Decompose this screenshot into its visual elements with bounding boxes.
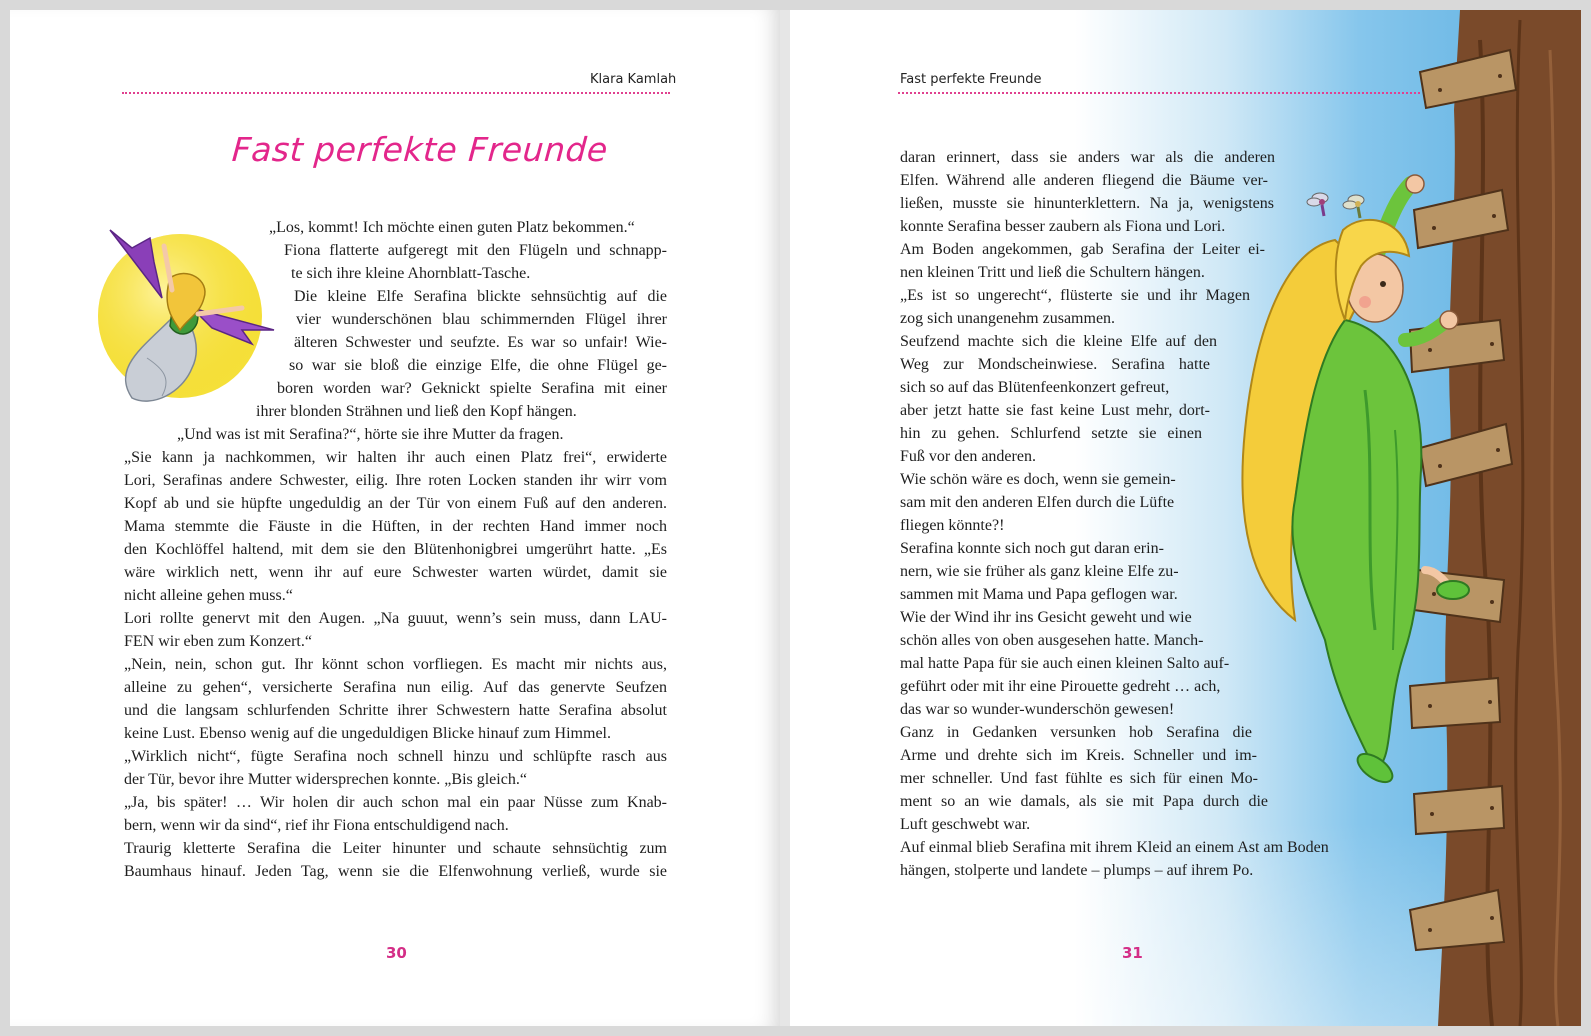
text-line: Baumhaus hinauf. Jeden Tag, wenn sie die Elfenwohnung verließ, wurde sie bbox=[124, 863, 667, 880]
text-line: konnte Serafina besser zaubern als Fiona und Lori. bbox=[900, 218, 1226, 235]
text-line: hängen, stolperte und landete – plumps – auf ihrem Po. bbox=[900, 862, 1254, 879]
text-line: fliegen könnte?! bbox=[900, 517, 1005, 534]
text-line: mal hatte Papa für sie auch einen kleinen Salto auf- bbox=[900, 655, 1230, 672]
text-line: sammen mit Mama und Papa geflogen war. bbox=[900, 586, 1178, 603]
text-line: schön alles von oben ausgesehen hatte. Manch- bbox=[900, 632, 1204, 649]
text-line: hin zu gehen. Schlurfend setzte sie einen bbox=[900, 425, 1202, 442]
flying-fairy-illustration bbox=[92, 218, 282, 408]
text-line: nicht alleine gehen muss.“ bbox=[124, 587, 293, 604]
left-page bbox=[10, 10, 780, 1026]
text-line: keine Lust. Ebenso wenig auf die ungeduldigen Blicke hinauf zum Himmel. bbox=[124, 725, 611, 742]
text-line: Luft geschwebt war. bbox=[900, 816, 1031, 833]
text-line: „Und was ist mit Serafina?“, hörte sie ihre Mutter da fragen. bbox=[177, 426, 564, 443]
text-line: Weg zur Mondscheinwiese. Serafina hatte bbox=[900, 356, 1210, 373]
text-line: so war sie bloß die einzige Elfe, die ohne Flügel ge- bbox=[289, 357, 667, 374]
text-line: sam mit den anderen Elfen durch die Lüfte bbox=[900, 494, 1175, 511]
text-line: mer schneller. Und fast fühlte es sich für einen Mo- bbox=[900, 770, 1258, 787]
text-line: den Kochlöffel haltend, mit dem sie den Blütenhonigbrei umgerührt hatte. „Es bbox=[124, 541, 667, 558]
text-line: vier wunderschönen blau schimmernden Flügel ihrer bbox=[296, 311, 667, 328]
text-line: Seufzend machte sich die kleine Elfe auf den bbox=[900, 333, 1217, 350]
text-line: ihrer blonden Strähnen und ließ den Kopf hängen. bbox=[256, 403, 577, 420]
text-line: Serafina konnte sich noch gut daran erin- bbox=[900, 540, 1164, 557]
text-line: alleine zu gehen“, versicherte Serafina nun eilig. Auf das genervte Seufzen bbox=[124, 679, 667, 696]
text-line: boren worden war? Geknickt spielte Serafina mit einer bbox=[277, 380, 667, 397]
right-page bbox=[790, 10, 1581, 1026]
text-line: geführt oder mit ihr eine Pirouette gedreht … ach, bbox=[900, 678, 1221, 695]
text-line: „Sie kann ja nachkommen, wir halten ihr auch einen Platz frei“, erwiderte bbox=[124, 449, 667, 466]
text-line: „Nein, nein, schon gut. Ihr könnt schon vorfliegen. Es macht mir nichts aus, bbox=[124, 656, 667, 673]
chapter-title: Fast perfekte Freunde bbox=[230, 130, 610, 169]
book-gutter bbox=[780, 10, 790, 1026]
text-line: Elfen. Während alle anderen fliegend die Bäume ver- bbox=[900, 172, 1268, 189]
text-line: Fuß vor den anderen. bbox=[900, 448, 1036, 465]
text-line: „Wirklich nicht“, fügte Serafina noch schnell hinzu und schlüpfte rasch aus bbox=[124, 748, 667, 765]
book-spread bbox=[10, 10, 1581, 1026]
page-number: 31 bbox=[1122, 944, 1143, 962]
text-line: Wie schön wäre es doch, wenn sie gemein- bbox=[900, 471, 1176, 488]
text-line: Traurig kletterte Serafina die Leiter hinunter und schaute sehnsüchtig zum bbox=[124, 840, 667, 857]
text-line: zog sich unangenehm zusammen. bbox=[900, 310, 1116, 327]
text-line: Ganz in Gedanken versunken hob Serafina die bbox=[900, 724, 1252, 741]
text-line: Lori, Serafinas andere Schwester, eilig. Ihre roten Locken standen ihr wirr vom bbox=[124, 472, 667, 489]
text-line: FEN wir eben zum Konzert.“ bbox=[124, 633, 312, 650]
text-line: Mama stemmte die Fäuste in die Hüften, in der rechten Hand immer noch bbox=[124, 518, 667, 535]
text-line: Fiona flatterte aufgeregt mit den Flügeln und schnapp- bbox=[284, 242, 667, 259]
page-number: 30 bbox=[386, 944, 407, 962]
text-line: „Los, kommt! Ich möchte einen guten Platz bekommen.“ bbox=[269, 219, 635, 236]
text-line: der Tür, bevor ihre Mutter widersprechen konnte. „Bis gleich.“ bbox=[124, 771, 527, 788]
text-line: Arme und drehte sich im Kreis. Schneller und im- bbox=[900, 747, 1257, 764]
header-dotted-rule bbox=[122, 92, 670, 94]
text-line: sich so auf das Blütenfeenkonzert gefreut, bbox=[900, 379, 1170, 396]
running-head-author: Klara Kamlah bbox=[590, 72, 677, 87]
text-line: und die langsam schlurfenden Schritte ihrer Schwestern hatte Serafina absolut bbox=[124, 702, 667, 719]
text-line: wäre wirklich nett, wenn ihr auf eure Schwester warten würdet, damit sie bbox=[124, 564, 667, 581]
text-line: das war so wunder-wunderschön gewesen! bbox=[900, 701, 1175, 718]
running-head-title: Fast perfekte Freunde bbox=[900, 72, 1042, 87]
text-line: Die kleine Elfe Serafina blickte sehnsüchtig auf die bbox=[294, 288, 667, 305]
text-line: Am Boden angekommen, gab Serafina der Leiter ei- bbox=[900, 241, 1265, 258]
text-line: ment so an wie damals, als sie mit Papa durch die bbox=[900, 793, 1268, 810]
text-line: nen kleinen Tritt und ließ die Schultern hängen. bbox=[900, 264, 1205, 281]
text-line: „Es ist so ungerecht“, flüsterte sie und ihr Magen bbox=[900, 287, 1250, 304]
text-line: älteren Schwester und seufzte. Es war so unfair! Wie- bbox=[294, 334, 667, 351]
text-line: te sich ihre kleine Ahornblatt-Tasche. bbox=[291, 265, 531, 282]
text-line: nern, wie sie früher als ganz kleine Elfe zu- bbox=[900, 563, 1179, 580]
text-line: Wie der Wind ihr ins Gesicht geweht und wie bbox=[900, 609, 1192, 626]
text-line: Lori rollte genervt mit den Augen. „Na guuut, wenn’s sein muss, dann LAU- bbox=[124, 610, 667, 627]
text-line: ließen, musste sie hinunterklettern. Na ja, wenigstens bbox=[900, 195, 1274, 212]
text-line: „Ja, bis später! … Wir holen dir auch schon mal ein paar Nüsse zum Knab- bbox=[124, 794, 667, 811]
text-line: bern, wenn wir da sind“, rief ihr Fiona entschuldigend nach. bbox=[124, 817, 509, 834]
text-line: aber jetzt hatte sie fast keine Lust mehr, dort- bbox=[900, 402, 1210, 419]
text-line: daran erinnert, dass sie anders war als die anderen bbox=[900, 149, 1275, 166]
text-line: Kopf ab und sie hüpfte ungeduldig an der Tür von einem Fuß auf den anderen. bbox=[124, 495, 667, 512]
header-dotted-rule bbox=[898, 92, 1420, 94]
climbing-fairy-illustration bbox=[1225, 170, 1475, 810]
text-line: Auf einmal blieb Serafina mit ihrem Kleid an einem Ast am Boden bbox=[900, 839, 1329, 856]
